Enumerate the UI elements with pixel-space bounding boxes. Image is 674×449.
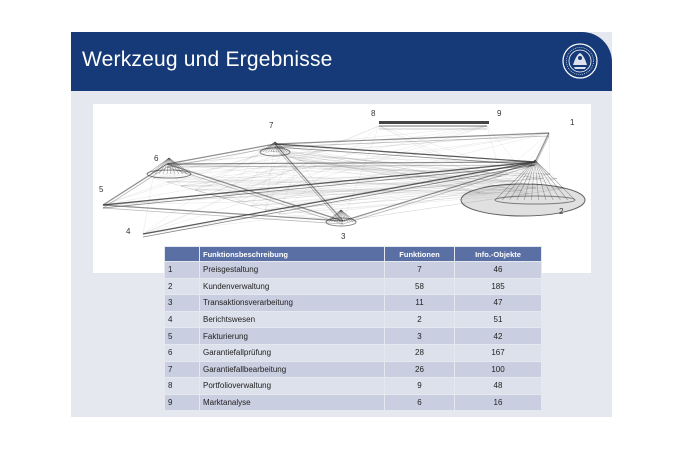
graph-node-label: 4 <box>126 227 131 236</box>
cell-description: Kundenverwaltung <box>200 278 385 295</box>
header-functions: Funktionen <box>385 247 455 262</box>
university-seal-icon <box>562 43 598 79</box>
cell-info-objects: 42 <box>455 328 542 345</box>
cell-nr: 4 <box>165 311 200 328</box>
cell-functions: 28 <box>385 344 455 361</box>
table-row <box>165 361 542 378</box>
cell-info-objects: 51 <box>455 311 542 328</box>
graph-node-label: 5 <box>99 185 104 194</box>
header-description: Funktionsbeschreibung <box>200 247 385 262</box>
cell-info-objects: 47 <box>455 295 542 312</box>
cell-functions: 2 <box>385 311 455 328</box>
graph-node-label: 7 <box>269 121 274 130</box>
cell-info-objects: 167 <box>455 344 542 361</box>
cell-nr: 8 <box>165 378 200 395</box>
cell-functions: 11 <box>385 295 455 312</box>
cell-info-objects: 46 <box>455 262 542 279</box>
cell-nr: 5 <box>165 328 200 345</box>
table-row <box>165 262 542 279</box>
graph-edges <box>103 121 585 237</box>
cell-nr: 9 <box>165 394 200 411</box>
graph-node-label: 9 <box>497 109 502 118</box>
cell-nr: 6 <box>165 344 200 361</box>
table-row <box>165 278 542 295</box>
table-header-row <box>165 247 542 262</box>
header-info-objects: Info.-Objekte <box>455 247 542 262</box>
cell-nr: 3 <box>165 295 200 312</box>
graph-node-label: 3 <box>341 232 346 241</box>
cell-functions: 7 <box>385 262 455 279</box>
cell-info-objects: 100 <box>455 361 542 378</box>
cell-description: Fakturierung <box>200 328 385 345</box>
cell-functions: 26 <box>385 361 455 378</box>
cell-functions: 6 <box>385 394 455 411</box>
table-row <box>165 295 542 312</box>
table-row <box>165 311 542 328</box>
cell-info-objects: 48 <box>455 378 542 395</box>
slide-header <box>71 32 612 91</box>
cell-info-objects: 185 <box>455 278 542 295</box>
header-nr <box>165 247 200 262</box>
cell-nr: 2 <box>165 278 200 295</box>
table-row <box>165 394 542 411</box>
graph-node-label: 2 <box>559 207 564 216</box>
cell-functions: 58 <box>385 278 455 295</box>
cell-description: Garantiefallbearbeitung <box>200 361 385 378</box>
slide-title: Werkzeug und Ergebnisse <box>82 48 333 71</box>
cell-description: Marktanalyse <box>200 394 385 411</box>
table-row <box>165 344 542 361</box>
cell-description: Garantiefallprüfung <box>200 344 385 361</box>
cell-nr: 1 <box>165 262 200 279</box>
function-table <box>164 246 542 411</box>
cell-description: Preisgestaltung <box>200 262 385 279</box>
table-row <box>165 328 542 345</box>
graph-node-label: 1 <box>570 118 575 127</box>
cell-description: Berichtswesen <box>200 311 385 328</box>
cell-description: Portfolioverwaltung <box>200 378 385 395</box>
graph-node-label: 8 <box>371 109 376 118</box>
table-row <box>165 378 542 395</box>
cell-functions: 9 <box>385 378 455 395</box>
cell-description: Transaktionsverarbeitung <box>200 295 385 312</box>
graph-node-label: 6 <box>154 154 159 163</box>
cell-info-objects: 16 <box>455 394 542 411</box>
cell-nr: 7 <box>165 361 200 378</box>
cell-functions: 3 <box>385 328 455 345</box>
slide <box>71 32 612 417</box>
